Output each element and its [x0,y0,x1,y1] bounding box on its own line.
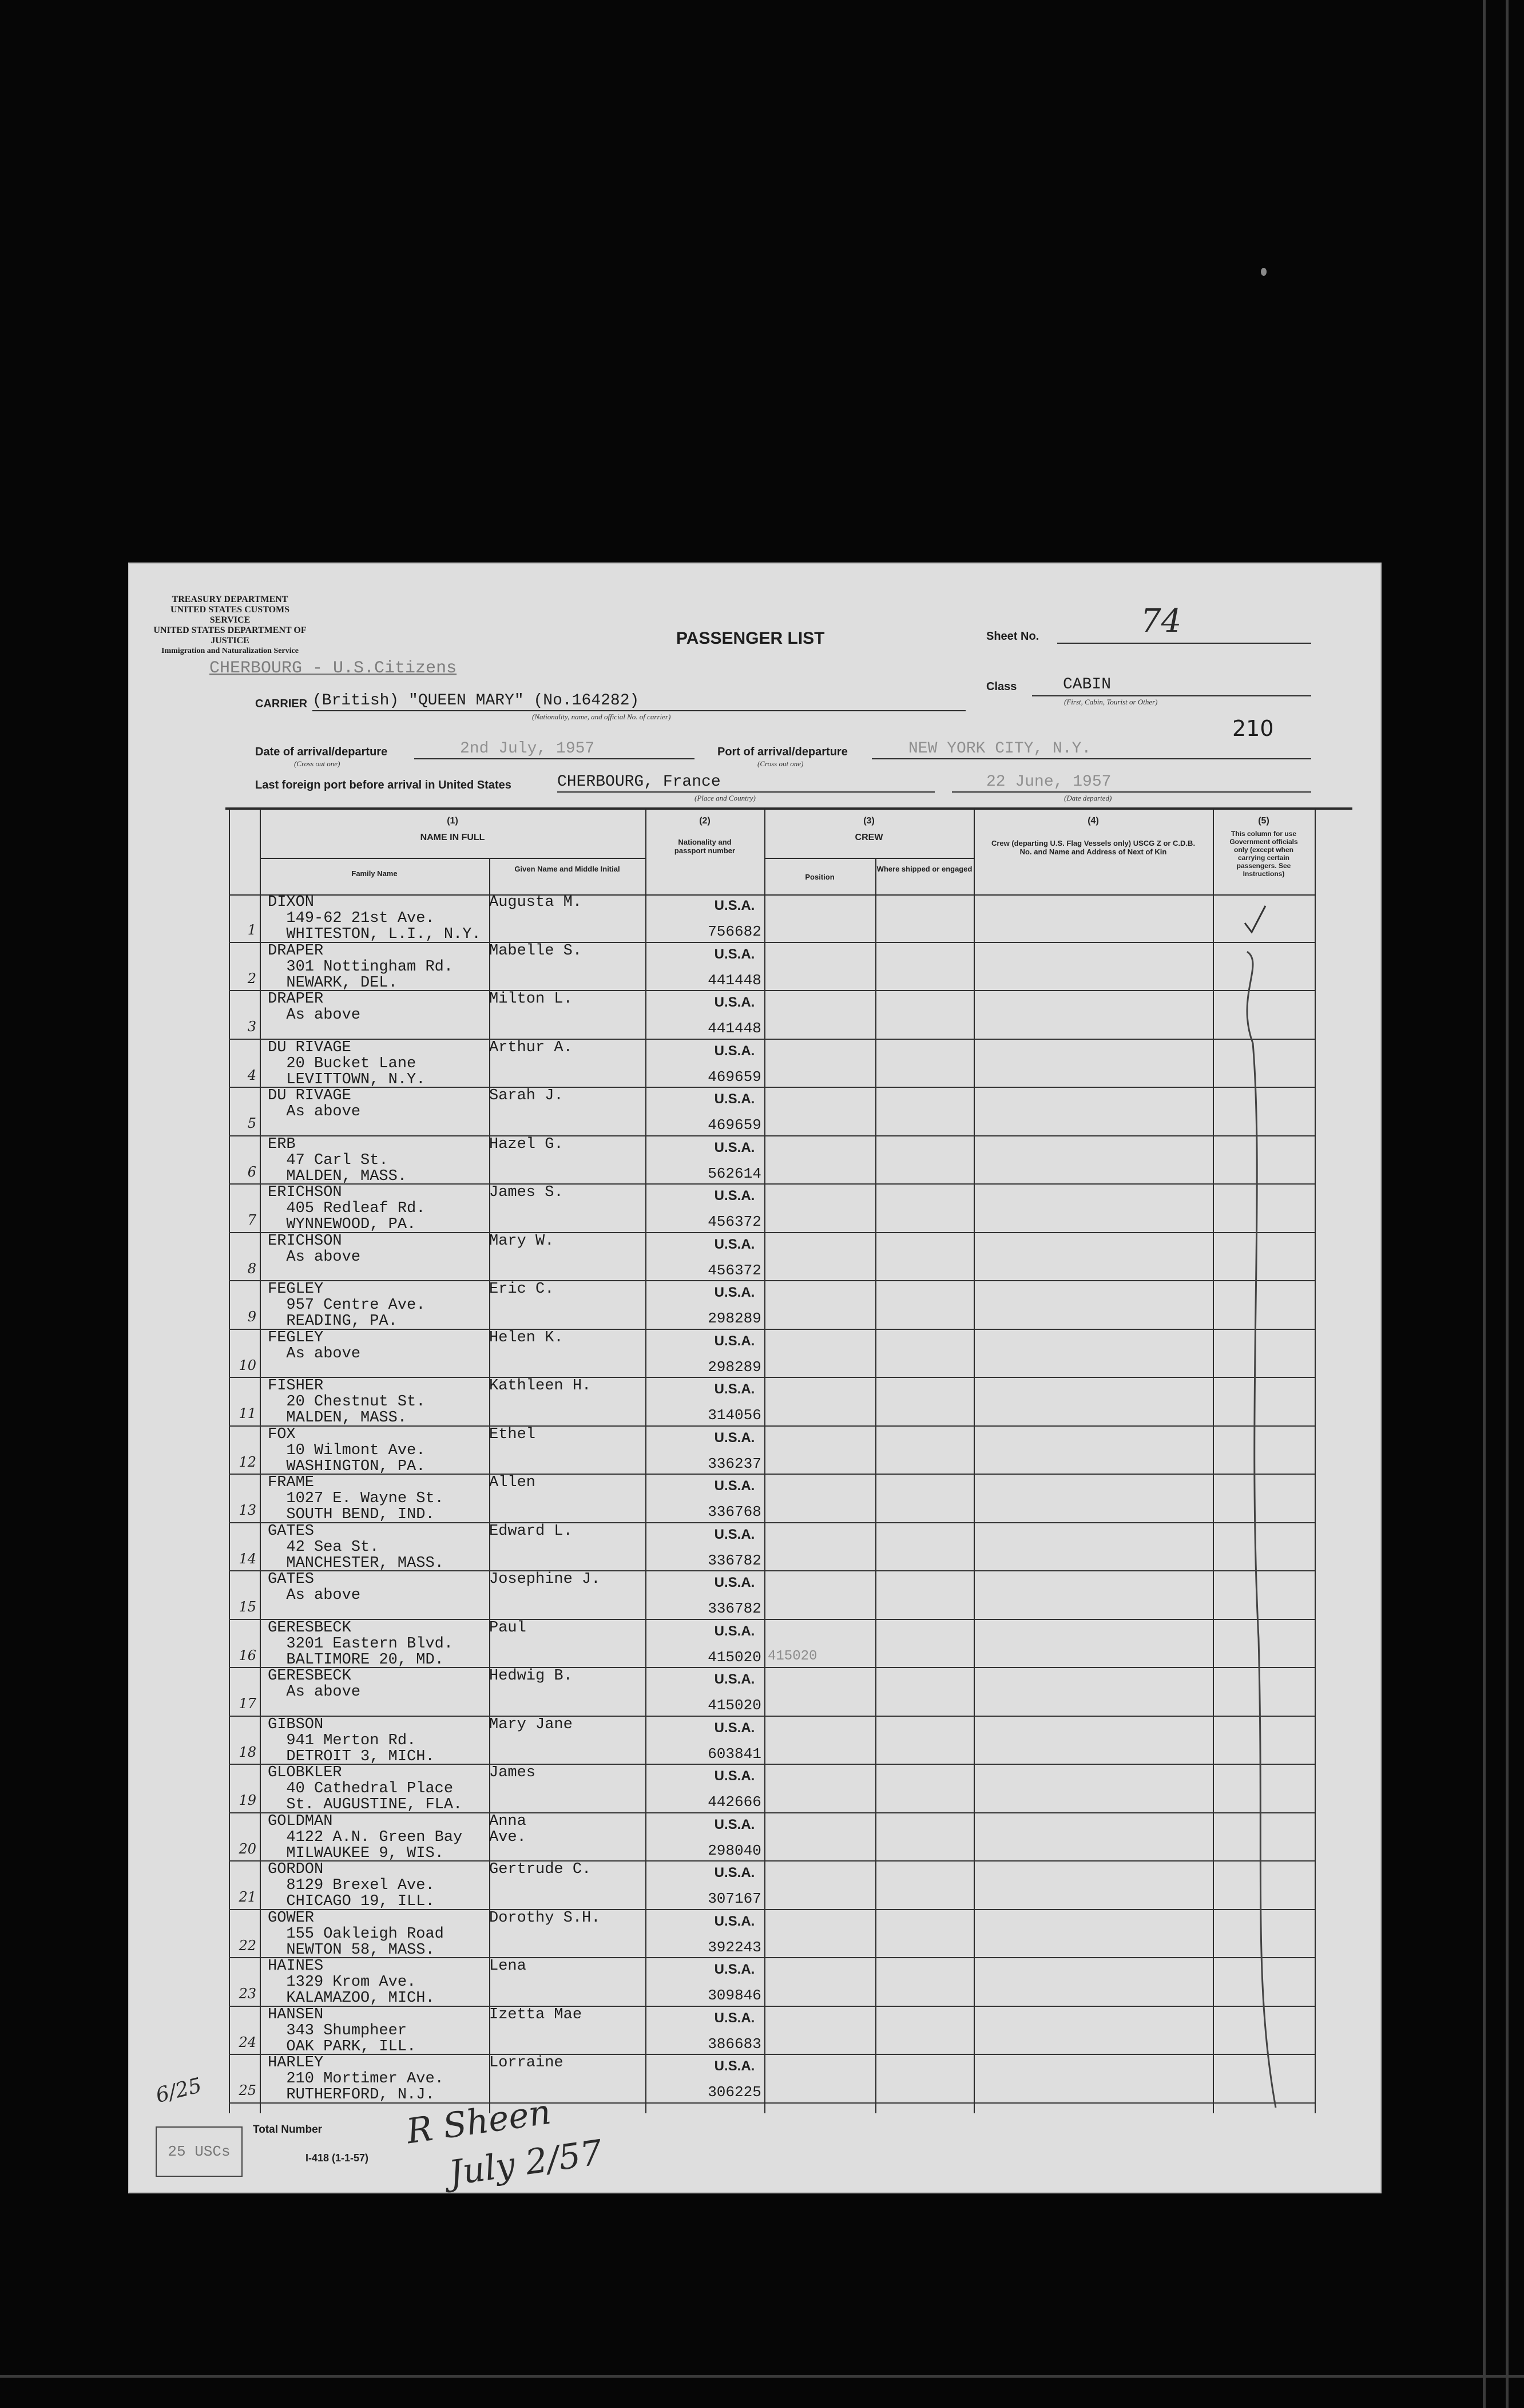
nationality: U.S.A. [714,946,755,962]
given-name: Gertrude C. [489,1861,592,1878]
passport-number: 392243 [708,1938,761,1956]
dept-line: UNITED STATES DEPARTMENT OF JUSTICE [153,625,307,645]
table-row [229,1088,1316,1136]
row-number: 7 [247,1212,256,1228]
passport-number: 314056 [708,1407,761,1424]
family-name-address: DRAPER 301 Nottingham Rd. NEWARK, DEL. [268,942,454,992]
col-4-header [974,817,1213,856]
total-label: Total Number [253,2124,323,2136]
row-number: 9 [247,1309,256,1325]
given-name: Hazel G. [489,1135,563,1153]
row-number: 22 [239,1937,256,1954]
nationality: U.S.A. [714,1913,755,1929]
table-row [229,1330,1316,1379]
family-name-address: FISHER 20 Chestnut St. MALDEN, MASS. [268,1377,426,1427]
family-name-address: ERICHSON As above [268,1232,361,1266]
family-name-address: GATES 42 Sea St. MANCHESTER, MASS. [268,1522,444,1572]
port-value: NEW YORK CITY, N.Y. [908,740,1092,758]
row-number: 1 [247,922,256,938]
dept-line: TREASURY DEPARTMENT [172,595,288,604]
passport-number: 336782 [708,1551,761,1569]
col-number: (1) [447,816,458,826]
given-name: Sarah J. [489,1087,563,1104]
row-number: 25 [239,2082,256,2098]
carrier-caption: (Nationality, name, and official No. of carrier) [532,712,671,721]
class-caption: (First, Cabin, Tourist or Other) [1064,698,1158,706]
date-departed-value: 22 June, 1957 [986,773,1112,791]
cross-out-caption: (Cross out one) [757,759,804,768]
nationality: U.S.A. [714,1091,755,1107]
side-number: 210 [1232,716,1274,741]
family-name-address: DU RIVAGE As above [268,1087,361,1120]
col-shipped-header: Where shipped or engaged [876,865,973,873]
passport-number: 415020 [708,1648,761,1666]
passenger-table [229,810,1316,2114]
given-name: Allen [489,1474,536,1491]
passport-number: 298289 [708,1310,761,1327]
dept-line: UNITED STATES CUSTOMS SERVICE [170,605,290,625]
table-row [229,1427,1316,1475]
dust-speck [1261,268,1267,276]
family-name-address: GOWER 155 Oakleigh Road NEWTON 58, MASS. [268,1909,444,1959]
table-row [229,1958,1316,2007]
department-header [150,595,310,656]
table-row [229,1185,1316,1233]
given-name: Anna Ave. [489,1812,526,1846]
passport-number: 298289 [708,1358,761,1376]
passport-correction: 415020 [768,1649,817,1664]
table-row [229,991,1316,1040]
carrier-line [312,710,966,711]
row-number: 3 [247,1019,256,1035]
row-number: 24 [239,2034,256,2050]
family-name-address: GERESBECK 3201 Eastern Blvd. BALTIMORE 20, MD. [268,1619,454,1669]
given-name: Eric C. [489,1281,554,1298]
nationality: U.S.A. [714,1139,755,1155]
passport-number: 336237 [708,1455,761,1472]
table-row [229,1378,1316,1427]
nationality: U.S.A. [714,2010,755,2026]
col-5-header [1213,817,1315,878]
inspector-signature: R Sheen [404,2092,554,2152]
class-line [1032,695,1311,696]
nationality: U.S.A. [714,1285,755,1300]
table-row [229,1717,1316,1765]
review-pen-marks [1213,894,1315,2113]
family-name-address: FOX 10 Wilmont Ave. WASHINGTON, PA. [268,1425,426,1475]
col-2-header [645,817,764,855]
passport-number: 469659 [708,1068,761,1086]
family-name-address: FEGLEY As above [268,1329,361,1363]
row-number: 20 [239,1840,256,1857]
cross-out-caption: (Cross out one) [294,759,340,768]
row-number: 2 [247,970,256,987]
passport-number: 441448 [708,1020,761,1037]
given-name: Ethel [489,1425,536,1443]
passport-number: 442666 [708,1793,761,1811]
passport-number: 756682 [708,923,761,940]
nationality: U.S.A. [714,1478,755,1494]
passport-number: 336768 [708,1503,761,1520]
passport-number: 386683 [708,2035,761,2053]
given-name: Dorothy S.H. [489,1909,601,1927]
family-name-address: GLOBKLER 40 Cathedral Place St. AUGUSTINE, FLA. [268,1764,463,1813]
given-name: James [489,1764,536,1781]
family-name-address: GERESBECK As above [268,1668,361,1701]
nationality: U.S.A. [714,2058,755,2074]
table-row [229,943,1316,992]
family-name-address: GIBSON 941 Merton Rd. DETROIT 3, MICH. [268,1716,435,1765]
given-name: Josephine J. [489,1571,601,1588]
nationality: U.S.A. [714,1526,755,1542]
col-position-header: Position [805,873,835,881]
nationality: U.S.A. [714,1816,755,1832]
given-name: Izetta Mae [489,2006,582,2023]
nationality: U.S.A. [714,1333,755,1349]
family-name-address: DU RIVAGE 20 Bucket Lane LEVITTOWN, N.Y. [268,1039,426,1088]
passport-number: 307167 [708,1890,761,1907]
given-name: James S. [489,1184,563,1201]
given-name: Mabelle S. [489,942,582,960]
col-title: This column for use Government officials only (except when carrying certain passengers. See Instructions) [1229,830,1298,878]
sheet-label: Sheet No. [986,630,1039,643]
table-row [229,1910,1316,1959]
col-number: (5) [1258,816,1269,826]
table-row [229,1523,1316,1572]
row-number: 23 [239,1986,256,2002]
class-value: CABIN [1063,676,1112,694]
row-number: 18 [239,1744,256,1760]
passenger-list-sheet [128,563,1382,2193]
given-name: Helen K. [489,1329,563,1346]
passport-number: 298040 [708,1841,761,1859]
nationality: U.S.A. [714,1768,755,1784]
family-name-address: FRAME 1027 E. Wayne St. SOUTH BEND, IND. [268,1474,444,1523]
family-name-address: DIXON 149-62 21st Ave. WHITESTON, L.I., N.Y. [268,894,481,943]
family-name-address: HANSEN 343 Shumpheer OAK PARK, ILL. [268,2006,416,2055]
sheet-number: 74 [1141,603,1182,640]
nationality: U.S.A. [714,1865,755,1880]
table-row [229,1040,1316,1088]
passport-number: 456372 [708,1213,761,1230]
row-number: 12 [239,1453,256,1470]
table-row [229,1862,1316,1910]
family-name-address: HARLEY 210 Mortimer Ave. RUTHERFORD, N.J. [268,2054,444,2104]
margin-note: 6/25 [153,2073,204,2108]
table-row [229,1136,1316,1185]
family-name-address: GORDON 8129 Brexel Ave. CHICAGO 19, ILL. [268,1861,435,1910]
given-name: Mary Jane [489,1716,573,1733]
passport-number: 469659 [708,1116,761,1134]
row-number: 11 [239,1405,256,1421]
last-port-label: Last foreign port before arrival in United States [255,779,511,791]
given-name: Mary W. [489,1232,554,1250]
given-name: Milton L. [489,991,573,1008]
family-name-address: GOLDMAN 4122 A.N. Green Bay MILWAUKEE 9, WIS. [268,1812,463,1862]
row-number: 19 [239,1792,256,1808]
row-number: 4 [247,1067,256,1083]
family-name-address: GATES As above [268,1571,361,1604]
date-departed-line [952,791,1311,793]
row-number: 17 [239,1696,256,1712]
table-row [229,1281,1316,1330]
nationality: U.S.A. [714,1575,755,1590]
given-name: Lorraine [489,2054,563,2072]
row-number: 14 [239,1550,256,1567]
nationality: U.S.A. [714,1381,755,1397]
table-row [229,2007,1316,2055]
table-row [229,1765,1316,1813]
arrival-line [414,758,694,759]
col-title: CREW [855,833,883,842]
form-title: PASSENGER LIST [676,629,825,648]
family-name-address: FEGLEY 957 Centre Ave. READING, PA. [268,1281,426,1330]
nationality: U.S.A. [714,898,755,913]
row-number: 10 [239,1357,256,1373]
film-edge [1483,0,1486,2408]
row-number: 5 [247,1115,256,1131]
carrier-value: (British) "QUEEN MARY" (No.164282) [312,692,640,710]
row-number: 16 [239,1647,256,1664]
col-family-header: Family Name [351,869,398,878]
row-number: 6 [247,1163,256,1180]
row-number: 13 [239,1502,256,1518]
family-name-address: HAINES 1329 Krom Ave. KALAMAZOO, MICH. [268,1958,435,2007]
signature-date: July 2/57 [446,2132,605,2194]
given-name: Edward L. [489,1522,573,1540]
total-box: 25 USCs [156,2126,243,2177]
group-title: CHERBOURG - U.S.Citizens [209,659,457,678]
last-port-line [557,791,935,793]
port-line [872,758,1311,759]
family-name-address: ERB 47 Carl St. MALDEN, MASS. [268,1135,407,1185]
arrival-value: 2nd July, 1957 [460,740,595,758]
last-port-caption: (Place and Country) [694,794,756,802]
carrier-label: CARRIER [255,698,308,710]
passport-number: 562614 [708,1165,761,1182]
dept-line: Immigration and Naturalization Service [161,647,299,655]
table-row [229,1475,1316,1523]
col-title: Nationality and passport number [674,838,736,855]
nationality: U.S.A. [714,1623,755,1639]
class-label: Class [986,680,1017,693]
row-number: 21 [239,1889,256,1905]
passport-number: 603841 [708,1745,761,1763]
table-row [229,1668,1316,1717]
nationality: U.S.A. [714,1720,755,1736]
given-name: Kathleen H. [489,1377,592,1395]
passport-number: 415020 [708,1697,761,1714]
col-number: (4) [1088,816,1099,826]
nationality: U.S.A. [714,995,755,1010]
nationality: U.S.A. [714,1429,755,1445]
port-label: Port of arrival/departure [717,746,848,758]
passport-number: 306225 [708,2084,761,2101]
col-given-header: Given Name and Middle Initial [514,865,620,873]
given-name: Hedwig B. [489,1668,573,1685]
passport-number: 441448 [708,971,761,989]
film-edge [1506,0,1509,2408]
col-title: NAME IN FULL [420,833,485,842]
col-number: (3) [863,816,875,826]
col-title: Crew (departing U.S. Flag Vessels only) USCG Z or C.D.B. No. and Name and Address of Next of Kin [991,839,1196,856]
given-name: Lena [489,1958,526,1975]
passport-number: 336782 [708,1600,761,1617]
table-row [229,1571,1316,1620]
family-name-address: DRAPER As above [268,991,361,1024]
table-row [229,1233,1316,1282]
table-row [229,2055,1316,2104]
arrival-label: Date of arrival/departure [255,746,388,758]
table-row [229,894,1316,943]
nationality: U.S.A. [714,1043,755,1059]
header-rule [764,858,974,859]
family-name-address: ERICHSON 405 Redleaf Rd. WYNNEWOOD, PA. [268,1184,426,1233]
nationality: U.S.A. [714,1236,755,1252]
col-1-header [260,817,645,842]
table-row [229,1813,1316,1862]
film-edge [0,2375,1524,2378]
passport-number: 309846 [708,1987,761,2004]
col-number: (2) [699,816,711,826]
form-number: I-418 (1-1-57) [305,2152,369,2164]
sheet-line [1057,643,1311,644]
nationality: U.S.A. [714,1962,755,1977]
passport-number: 456372 [708,1261,761,1279]
nationality: U.S.A. [714,1188,755,1203]
row-number: 8 [247,1260,256,1277]
nationality: U.S.A. [714,1672,755,1687]
last-port-value: CHERBOURG, France [557,773,721,791]
given-name: Arthur A. [489,1039,573,1056]
date-departed-caption: (Date departed) [1064,794,1112,802]
given-name: Augusta M. [489,894,582,911]
header-rule [260,858,645,859]
col-3-header [764,817,974,842]
given-name: Paul [489,1619,526,1637]
row-number: 15 [239,1599,256,1615]
